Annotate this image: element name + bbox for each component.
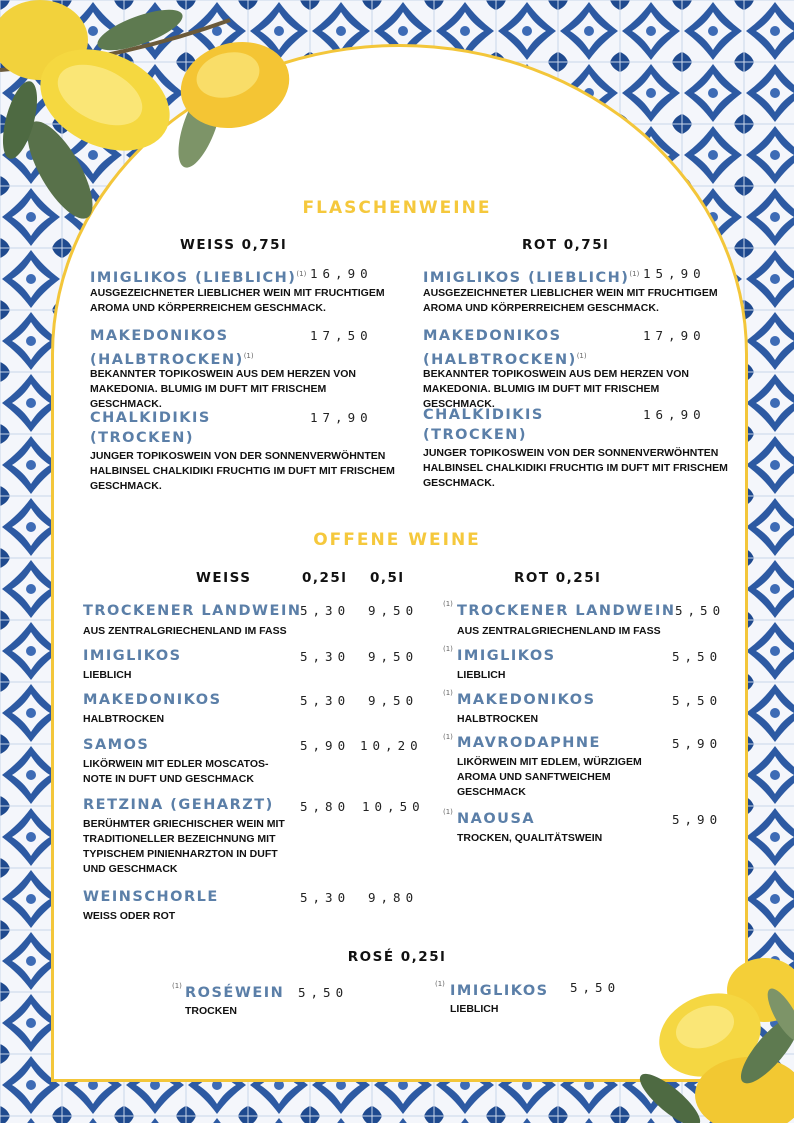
footnote-mark: (1) xyxy=(296,270,307,278)
wine-description: LIEBLICH xyxy=(457,669,506,681)
wine-description: JUNGER TOPIKOSWEIN VON DER SONNENVERWÖHNTEN HALBINSEL CHALKIDIKI FRUCHTIG IM DUFT MIT FRISCHEM GESCHMACK. xyxy=(423,447,728,489)
wine-price: 5,50 xyxy=(570,980,621,995)
wine-name: WEINSCHORLE xyxy=(83,889,219,905)
wine-price: 17,90 xyxy=(310,410,373,425)
wine-name: IMIGLIKOS (LIEBLICH) xyxy=(423,269,630,286)
footnote-mark: (1) xyxy=(172,982,182,990)
footnote-mark: (1) xyxy=(435,980,445,988)
wine-name: MAKEDONIKOS xyxy=(83,692,222,708)
wine-name: IMIGLIKOS xyxy=(457,648,556,664)
wine-price: 17,50 xyxy=(310,328,373,343)
wine-description: AUSGEZEICHNETER LIEBLICHER WEIN MIT FRUCHTIGEM AROMA UND KÖRPERREICHEM GESCHMACK. xyxy=(423,287,718,314)
wine-name: CHALKIDIKIS (TROCKEN) xyxy=(423,407,544,443)
wine-price: 15,90 xyxy=(643,266,706,281)
wine-name: RETZINA (GEHARZT) xyxy=(83,797,274,813)
wine-description: JUNGER TOPIKOSWEIN VON DER SONNENVERWÖHNTEN HALBINSEL CHALKIDIKI FRUCHTIG IM DUFT MIT FRISCHEM GESCHMACK. xyxy=(90,450,395,492)
wine-description: BERÜHMTER GRIECHISCHER WEIN MIT TRADITIONELLER BEZEICHNUNG MIT TYPISCHEM PINIENHARZTON IN DUFT UND GESCHMACK xyxy=(83,818,285,875)
wine-description: HALBTROCKEN xyxy=(83,713,165,725)
wine-description: AUSGEZEICHNETER LIEBLICHER WEIN MIT FRUCHTIGEM AROMA UND KÖRPERREICHEM GESCHMACK. xyxy=(90,287,385,314)
wine-name: CHALKIDIKIS (TROCKEN) xyxy=(90,410,211,446)
wine-description: AUS ZENTRALGRIECHENLAND IM FASS xyxy=(83,625,287,637)
wine-description: TROCKEN, QUALITÄTSWEIN xyxy=(457,832,603,844)
column-header-size-025: 0,25l xyxy=(302,570,348,586)
column-header-weiss-open: WEISS xyxy=(196,570,252,586)
wine-price-05: 9,50 xyxy=(368,649,419,664)
wine-description: WEISS ODER ROT xyxy=(83,910,176,922)
section-title-flaschenweine: FLASCHENWEINE xyxy=(302,198,492,218)
wine-price: 5,50 xyxy=(298,985,349,1000)
footnote-mark: (1) xyxy=(243,352,254,360)
wine-name: ROSÉWEIN xyxy=(185,985,285,1001)
wine-price-05: 9,80 xyxy=(368,890,419,905)
wine-price-025: 5,80 xyxy=(300,799,351,814)
wine-name: TROCKENER LANDWEIN xyxy=(457,603,676,619)
wine-name: MAKEDONIKOS xyxy=(457,692,596,708)
wine-price: 5,50 xyxy=(672,649,723,664)
wine-price: 16,90 xyxy=(643,407,706,422)
wine-description: LIKÖRWEIN MIT EDLEM, WÜRZIGEM AROMA UND SANFTWEICHEM GESCHMACK xyxy=(457,756,642,798)
wine-price-025: 5,30 xyxy=(300,890,351,905)
wine-price: 5,50 xyxy=(672,693,723,708)
wine-name: MAKEDONIKOS (HALBTROCKEN) xyxy=(90,328,244,368)
column-header-size-05: 0,5l xyxy=(370,570,405,586)
wine-price-05: 10,50 xyxy=(362,799,425,814)
wine-description: BEKANNTER TOPIKOSWEIN AUS DEM HERZEN VON MAKEDONIA. BLUMIG IM DUFT MIT FRISCHEM GESCHMACK. xyxy=(90,368,357,410)
wine-name: MAVRODAPHNE xyxy=(457,735,601,751)
wine-description: LIEBLICH xyxy=(83,669,132,681)
wine-name: NAOUSA xyxy=(457,811,536,827)
footnote-mark: (1) xyxy=(443,645,453,653)
wine-price: 5,50 xyxy=(675,603,726,618)
wine-name: IMIGLIKOS xyxy=(450,983,549,999)
footnote-mark: (1) xyxy=(443,689,453,697)
column-header-rot-bottle: ROT 0,75l xyxy=(522,237,610,253)
wine-price: 5,90 xyxy=(672,812,723,827)
footnote-mark: (1) xyxy=(576,352,587,360)
wine-price: 17,90 xyxy=(643,328,706,343)
footnote-mark: (1) xyxy=(629,270,640,278)
wine-price-025: 5,30 xyxy=(300,649,351,664)
wine-price: 16,90 xyxy=(310,266,373,281)
section-title-rose: ROSÉ 0,25l xyxy=(347,949,447,965)
wine-name: MAKEDONIKOS (HALBTROCKEN) xyxy=(423,328,577,368)
footnote-mark: (1) xyxy=(443,733,453,741)
column-header-rot-open: ROT 0,25l xyxy=(514,570,602,586)
wine-name: IMIGLIKOS (LIEBLICH) xyxy=(90,269,297,286)
wine-description: BEKANNTER TOPIKOSWEIN AUS DEM HERZEN VON MAKEDONIA. BLUMIG IM DUFT MIT FRISCHEM GESCHMACK. xyxy=(423,368,690,410)
wine-description: TROCKEN xyxy=(185,1005,237,1017)
footnote-mark: (1) xyxy=(443,808,453,816)
wine-price-025: 5,30 xyxy=(300,603,351,618)
wine-name: TROCKENER LANDWEIN xyxy=(83,603,302,619)
wine-price: 5,90 xyxy=(672,736,723,751)
wine-description: AUS ZENTRALGRIECHENLAND IM FASS xyxy=(457,625,661,637)
wine-price-05: 9,50 xyxy=(368,603,419,618)
wine-description: LIKÖRWEIN MIT EDLER MOSCATOS-NOTE IN DUFT UND GESCHMACK xyxy=(83,758,269,785)
wine-price-025: 5,90 xyxy=(300,738,351,753)
footnote-mark: (1) xyxy=(443,600,453,608)
wine-price-05: 10,20 xyxy=(360,738,423,753)
section-title-offene-weine: OFFENE WEINE xyxy=(313,530,481,550)
wine-name: IMIGLIKOS xyxy=(83,648,182,664)
wine-description: LIEBLICH xyxy=(450,1003,499,1015)
wine-price-025: 5,30 xyxy=(300,693,351,708)
wine-price-05: 9,50 xyxy=(368,693,419,708)
wine-description: HALBTROCKEN xyxy=(457,713,539,725)
column-header-weiss-bottle: WEISS 0,75l xyxy=(180,237,288,253)
wine-name: SAMOS xyxy=(83,737,150,753)
